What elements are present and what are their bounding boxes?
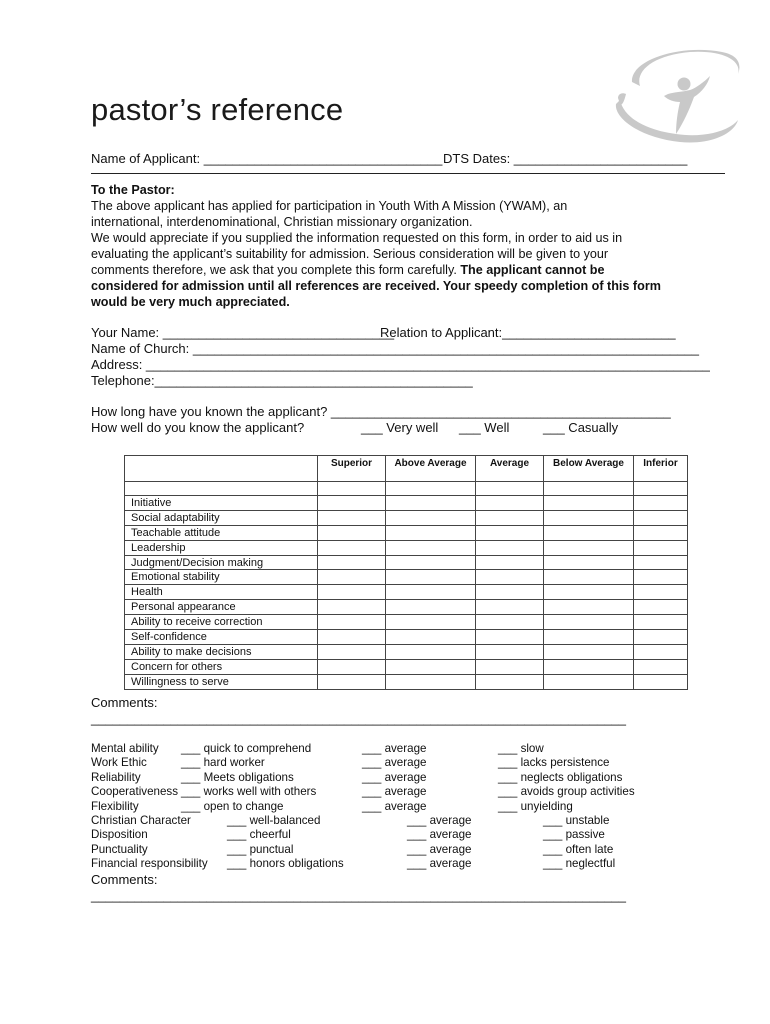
trait-option-negative[interactable]: ___ lacks persistence bbox=[498, 756, 610, 770]
intro-bold-line: would be very much appreciated. bbox=[91, 295, 290, 309]
relation-field[interactable]: Relation to Applicant:________________________ bbox=[380, 325, 676, 340]
trait-name: Christian Character bbox=[91, 813, 191, 827]
trait-option-negative[interactable]: ___ slow bbox=[498, 742, 544, 755]
column-header: Above Average bbox=[386, 456, 476, 482]
table-cell bbox=[544, 482, 634, 496]
rating-cell[interactable] bbox=[634, 615, 688, 630]
rating-cell[interactable] bbox=[544, 555, 634, 570]
intro-line: evaluating the applicant’s suitability for admission. Serious consideration will be given to your bbox=[91, 247, 609, 261]
rating-cell[interactable] bbox=[318, 525, 386, 540]
trait-name: Reliability bbox=[91, 770, 141, 784]
rating-cell[interactable] bbox=[476, 600, 544, 615]
rating-cell[interactable] bbox=[634, 585, 688, 600]
comments-label: Comments: bbox=[91, 695, 158, 710]
rating-cell[interactable] bbox=[476, 659, 544, 674]
trait-option-positive[interactable]: ___ honors obligations bbox=[227, 857, 344, 871]
rating-cell[interactable] bbox=[476, 615, 544, 630]
intro-line bbox=[91, 262, 731, 278]
table-row bbox=[125, 659, 688, 674]
option-well[interactable]: ___ Well bbox=[459, 420, 510, 435]
rating-cell[interactable] bbox=[634, 510, 688, 525]
rating-cell[interactable] bbox=[634, 644, 688, 659]
table-row bbox=[125, 510, 688, 525]
table-cell bbox=[318, 482, 386, 496]
dts-dates-field[interactable]: DTS Dates: ________________________ bbox=[443, 151, 688, 166]
trait-option-average[interactable]: ___ average bbox=[407, 857, 472, 871]
trait-option-positive[interactable]: ___ Meets obligations bbox=[181, 770, 294, 784]
rating-cell[interactable] bbox=[318, 510, 386, 525]
rating-cell[interactable] bbox=[476, 525, 544, 540]
rating-cell[interactable] bbox=[634, 600, 688, 615]
rating-cell[interactable] bbox=[476, 585, 544, 600]
rating-cell[interactable] bbox=[318, 600, 386, 615]
ratings-table bbox=[124, 455, 688, 690]
rating-cell[interactable] bbox=[318, 585, 386, 600]
intro-line: international, interdenominational, Christian missionary organization. bbox=[91, 215, 473, 229]
column-header: Average bbox=[476, 456, 544, 482]
rating-label: Personal appearance bbox=[125, 600, 318, 615]
rating-cell[interactable] bbox=[386, 644, 476, 659]
trait-name: Cooperativeness bbox=[91, 785, 179, 799]
rating-cell[interactable] bbox=[476, 674, 544, 689]
how-long-field[interactable]: How long have you known the applicant? _______________________________________________ bbox=[91, 404, 671, 419]
rating-label: Self-confidence bbox=[125, 630, 318, 645]
trait-option-average[interactable]: ___ average bbox=[362, 799, 427, 813]
rating-cell[interactable] bbox=[386, 525, 476, 540]
table-row bbox=[125, 496, 688, 511]
table-row bbox=[125, 555, 688, 570]
intro-line: We would appreciate if you supplied the information requested on this form, in order to aid us in bbox=[91, 231, 623, 245]
table-cell bbox=[634, 482, 688, 496]
rating-cell[interactable] bbox=[476, 630, 544, 645]
rating-label: Leadership bbox=[125, 540, 318, 555]
trait-option-average[interactable]: ___ average bbox=[362, 770, 427, 784]
trait-name: Financial responsibility bbox=[91, 857, 208, 871]
rating-cell[interactable] bbox=[476, 555, 544, 570]
rating-cell[interactable] bbox=[476, 570, 544, 585]
rating-label: Teachable attitude bbox=[125, 525, 318, 540]
option-very-well[interactable]: ___ Very well bbox=[361, 420, 439, 435]
trait-option-negative[interactable]: ___ avoids group activities bbox=[498, 785, 635, 799]
header-divider bbox=[91, 173, 725, 174]
trait-option-negative[interactable]: ___ passive bbox=[543, 828, 605, 842]
table-row bbox=[125, 615, 688, 630]
rating-cell[interactable] bbox=[544, 540, 634, 555]
rating-cell[interactable] bbox=[634, 659, 688, 674]
column-header: Superior bbox=[318, 456, 386, 482]
trait-name: Disposition bbox=[91, 828, 148, 842]
rating-cell[interactable] bbox=[634, 540, 688, 555]
rating-cell[interactable] bbox=[386, 496, 476, 511]
ratings-header-blank bbox=[125, 456, 318, 482]
trait-name: Flexibility bbox=[91, 799, 139, 813]
rating-cell[interactable] bbox=[476, 496, 544, 511]
rating-cell[interactable] bbox=[386, 555, 476, 570]
rating-cell[interactable] bbox=[476, 540, 544, 555]
option-casually[interactable]: ___ Casually bbox=[543, 420, 619, 435]
table-cell bbox=[125, 482, 318, 496]
rating-cell[interactable] bbox=[634, 674, 688, 689]
rating-cell[interactable] bbox=[544, 496, 634, 511]
rating-cell[interactable] bbox=[318, 674, 386, 689]
rating-cell[interactable] bbox=[318, 644, 386, 659]
rating-label: Initiative bbox=[125, 496, 318, 511]
rating-cell[interactable] bbox=[318, 615, 386, 630]
how-well-label: How well do you know the applicant? bbox=[91, 420, 305, 435]
rating-cell[interactable] bbox=[544, 615, 634, 630]
intro-paragraph bbox=[91, 182, 731, 310]
church-name-field[interactable]: Name of Church: ______________________________________________________________________ bbox=[91, 341, 699, 356]
trait-option-average[interactable]: ___ average bbox=[407, 813, 472, 827]
table-row bbox=[125, 525, 688, 540]
rating-cell[interactable] bbox=[386, 540, 476, 555]
rating-cell[interactable] bbox=[544, 570, 634, 585]
comments-label: Comments: bbox=[91, 872, 158, 887]
rating-label: Concern for others bbox=[125, 659, 318, 674]
telephone-field[interactable]: Telephone:____________________________________________ bbox=[91, 373, 473, 388]
trait-name: Work Ethic bbox=[91, 756, 147, 770]
table-row bbox=[125, 570, 688, 585]
rating-cell[interactable] bbox=[544, 674, 634, 689]
rating-cell[interactable] bbox=[544, 630, 634, 645]
rating-cell[interactable] bbox=[544, 659, 634, 674]
trait-option-positive[interactable]: ___ punctual bbox=[227, 842, 294, 856]
rating-cell[interactable] bbox=[386, 585, 476, 600]
comments-line[interactable]: __________________________________________________________________________ bbox=[91, 711, 627, 726]
rating-label: Health bbox=[125, 585, 318, 600]
trait-option-average[interactable]: ___ average bbox=[362, 756, 427, 770]
trait-option-average[interactable]: ___ average bbox=[362, 742, 427, 755]
rating-cell[interactable] bbox=[386, 630, 476, 645]
trait-option-negative[interactable]: ___ unstable bbox=[543, 813, 610, 827]
trait-option-negative[interactable]: ___ unyielding bbox=[498, 799, 573, 813]
table-row bbox=[125, 540, 688, 555]
intro-line-normal: comments therefore, we ask that you complete this form carefully. bbox=[91, 263, 461, 277]
applicant-name-field[interactable]: Name of Applicant: _________________________________ bbox=[91, 151, 443, 166]
intro-line: The above applicant has applied for participation in Youth With A Mission (YWAM), an bbox=[91, 199, 568, 213]
ratings-header-row bbox=[125, 456, 688, 482]
rating-cell[interactable] bbox=[634, 570, 688, 585]
column-header: Inferior bbox=[634, 456, 688, 482]
column-header: Below Average bbox=[544, 456, 634, 482]
table-row bbox=[125, 585, 688, 600]
trait-option-average[interactable]: ___ average bbox=[407, 828, 472, 842]
your-name-field[interactable]: Your Name: ________________________________ bbox=[91, 325, 395, 340]
trait-option-average[interactable]: ___ average bbox=[362, 785, 427, 799]
intro-line-bold: The applicant cannot be bbox=[460, 263, 605, 277]
trait-option-negative[interactable]: ___ neglectful bbox=[543, 857, 616, 871]
table-row bbox=[125, 644, 688, 659]
table-row bbox=[125, 600, 688, 615]
trait-option-negative[interactable]: ___ neglects obligations bbox=[498, 770, 623, 784]
rating-cell[interactable] bbox=[544, 510, 634, 525]
rating-cell[interactable] bbox=[634, 555, 688, 570]
rating-cell[interactable] bbox=[544, 644, 634, 659]
rating-cell[interactable] bbox=[634, 525, 688, 540]
rating-cell[interactable] bbox=[476, 644, 544, 659]
rating-cell[interactable] bbox=[386, 659, 476, 674]
address-field[interactable]: Address: ______________________________________________________________________________ bbox=[91, 357, 710, 372]
ratings-spacer-row bbox=[125, 482, 688, 496]
table-cell bbox=[386, 482, 476, 496]
table-row bbox=[125, 674, 688, 689]
rating-cell[interactable] bbox=[386, 615, 476, 630]
trait-option-positive[interactable]: ___ open to change bbox=[181, 799, 284, 813]
trait-option-positive[interactable]: ___ works well with others bbox=[181, 785, 317, 799]
comments-line[interactable]: __________________________________________________________________________ bbox=[91, 888, 627, 903]
rating-cell[interactable] bbox=[386, 600, 476, 615]
rating-cell[interactable] bbox=[544, 600, 634, 615]
trait-option-positive[interactable]: ___ quick to comprehend bbox=[181, 742, 312, 755]
trait-option-average[interactable]: ___ average bbox=[407, 842, 472, 856]
rating-cell[interactable] bbox=[544, 585, 634, 600]
page-title: pastor’s reference bbox=[91, 92, 344, 127]
rating-cell[interactable] bbox=[544, 525, 634, 540]
rating-label: Judgment/Decision making bbox=[125, 555, 318, 570]
trait-option-positive[interactable]: ___ well-balanced bbox=[227, 813, 321, 827]
rating-cell[interactable] bbox=[634, 630, 688, 645]
rating-label: Ability to receive correction bbox=[125, 615, 318, 630]
trait-option-positive[interactable]: ___ hard worker bbox=[181, 756, 265, 770]
rating-cell[interactable] bbox=[634, 496, 688, 511]
rating-label: Social adaptability bbox=[125, 510, 318, 525]
trait-option-positive[interactable]: ___ cheerful bbox=[227, 828, 291, 842]
rating-label: Ability to make decisions bbox=[125, 644, 318, 659]
trait-option-negative[interactable]: ___ often late bbox=[543, 842, 614, 856]
rating-cell[interactable] bbox=[318, 540, 386, 555]
ywam-figure-logo-icon bbox=[610, 42, 742, 148]
rating-cell[interactable] bbox=[318, 555, 386, 570]
intro-bold-line: considered for admission until all references are received. Your speedy completion of this form bbox=[91, 279, 661, 293]
rating-cell[interactable] bbox=[386, 674, 476, 689]
rating-cell[interactable] bbox=[386, 570, 476, 585]
rating-label: Emotional stability bbox=[125, 570, 318, 585]
rating-cell[interactable] bbox=[318, 570, 386, 585]
rating-cell[interactable] bbox=[386, 510, 476, 525]
intro-heading: To the Pastor: bbox=[91, 183, 175, 197]
trait-name: Mental ability bbox=[91, 742, 159, 755]
table-cell bbox=[476, 482, 544, 496]
rating-cell[interactable] bbox=[318, 659, 386, 674]
trait-name: Punctuality bbox=[91, 842, 148, 856]
table-row bbox=[125, 630, 688, 645]
rating-cell[interactable] bbox=[318, 630, 386, 645]
rating-label: Willingness to serve bbox=[125, 674, 318, 689]
rating-cell[interactable] bbox=[476, 510, 544, 525]
rating-cell[interactable] bbox=[318, 496, 386, 511]
